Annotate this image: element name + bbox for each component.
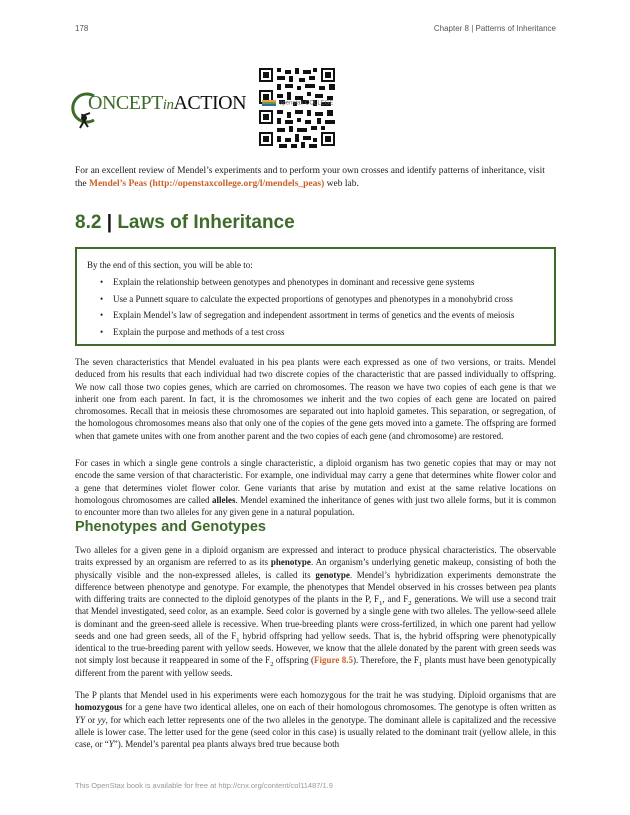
concept-in-action-logo xyxy=(68,82,247,132)
paragraph-homozygous: The P plants that Mendel used in his experiments were each homozygous for the trait he was studying. Diploid organisms that are homozygous for a gene have two identical alleles, one on each of their homologous chromosomes. The genotype is often written as YY or yy, for which each letter represents one of the two alleles in the genotype. The dominant allele is capitalized and the recessive allele is lower case. The letter used for the gene (seed color in this case) is usually related to the dominant trait (yellow allele, in this case, or “Y”). Mendel’s parental pea plants always bred true because both xyxy=(75,690,557,749)
term-phenotype: phenotype xyxy=(270,557,311,568)
term-alleles: alleles xyxy=(212,494,236,505)
section-separator: | xyxy=(106,212,113,233)
chapter-title: Chapter 8 | Patterns of Inheritance xyxy=(433,24,556,33)
qr-code-icon xyxy=(259,110,335,148)
concept-intro-text: For an excellent review of Mendel’s experiments and to perform your own crosses and identify patterns of inheritance, visit the Mendel’s Peas (http://openstaxcollege.org/l/mendels_peas) web lab. xyxy=(75,166,545,189)
subsection-title: Phenotypes and Genotypes xyxy=(75,519,266,535)
concept-oncept: ONCEPT xyxy=(88,92,163,114)
objective-item: • Explain the purpose and methods of a test cross xyxy=(87,326,544,338)
openstax-badge xyxy=(262,100,338,110)
mendels-peas-link[interactable]: Mendel’s Peas (http://openstaxcollege.org/l/mendels_peas) xyxy=(88,179,325,189)
paragraph-alleles: For cases in which a single gene controls a single characteristic, a diploid organism has two genetic copies that may or may not encode the same version of that characteristic. For example, one individual may carry a gene that determines white flower color and a gene that determines violet flower color. Gene variants that arise by mutation and exist at the same relative locations on homologous chromosomes are called alleles. Mendel examined the inheritance of genes with just two allele forms, but it is common to encounter more than two alleles for any given gene in a natural population. xyxy=(75,458,556,517)
paragraph-traits: The seven characteristics that Mendel evaluated in his pea plants were each expressed as one of two versions, or traits. Mendel deduced from his results that each individual had two discrete copies of the characteristic that are passed individually to offspring. We now call those two copies genes, which are carried on chromosomes. The reason we have two copies of each gene is that we inherit one from each parent. In fact, it is the chromosomes we inherit and the two copies of each gene are located on paired chromosomes. Recall that in meiosis these chromosomes are separated out into haploid gametes. This separation, or segregation, of the homologous chromosomes means also that only one of the copies of the gene gets moved into a gamete. The offspring are formed when that gamete unites with one from another parent and the two copies of each gene (and chromosome) are restored. xyxy=(75,357,556,441)
section-heading: Laws of Inheritance xyxy=(117,212,295,233)
openstax-logo-icon xyxy=(262,100,276,106)
objective-item: • Explain Mendel’s law of segregation and independent assortment in terms of genetics and the events of meiosis xyxy=(87,309,544,321)
paragraph-phenotype-genotype: Two alleles for a given gene in a diploid organism are expressed and interact to produce physical characteristics. The observable traits expressed by an organism are referred to as its phenotype. An organism’s underlying genetic makeup, consisting of both the physically visible and the non-expressed alleles, is called its genotype. Mendel’s hybridization experiments demonstrate the difference between phenotype and genotype. For example, the phenotypes that Mendel observed in his crosses between pea plants with differing traits are connected to the diploid genotypes of the plants in the P, $F_1$, and $F_2$ generations. We will use a second trait that Mendel investigated, seed color, as an example. Seed color is governed by a single gene with two alleles. The yellow-seed allele is dominant and the green-seed allele is recessive. When true-breeding plants were cross-fertilized, in which one parent had yellow seeds and one had green seeds, all of the $F_1$ hybrid offspring had yellow seeds. That is, the hybrid offspring were phenotypically identical to the true-breeding parent with yellow seeds. However, we know that the allele donated by the parent with green seeds was not simply lost because it reappeared in some of the $F_2$ offspring (Figure 8.5). Therefore, the $F_1$ plants must have been genotypically different from the parent with yellow seeds. xyxy=(75,545,557,678)
term-genotype: genotype xyxy=(315,569,350,580)
concept-wordmark xyxy=(88,92,246,115)
page-footer: This OpenStax book is available for free at http://cnx.org/content/col11487/1.9 xyxy=(75,781,333,790)
objectives-lead: By the end of this section, you will be able to: xyxy=(87,260,253,270)
section-number: 8.2 xyxy=(75,212,102,233)
page-header xyxy=(75,24,556,38)
section-title xyxy=(75,212,295,234)
figure-8-5-link[interactable]: Figure 8.5 xyxy=(314,655,353,666)
concept-in: in xyxy=(162,97,174,113)
page-number: 178 xyxy=(75,24,89,33)
objective-item: • Use a Punnett square to calculate the expected proportions of genotypes and phenotypes in a monohybrid cross xyxy=(87,293,544,305)
openstax-label: openstax COLLEGE xyxy=(279,100,334,107)
concept-action: ACTION xyxy=(173,92,247,114)
learning-objectives-box xyxy=(75,247,556,346)
objectives-list xyxy=(87,276,544,338)
term-homozygous: homozygous xyxy=(75,702,123,713)
objective-item: • Explain the relationship between genotypes and phenotypes in dominant and recessive gene systems xyxy=(87,276,544,288)
